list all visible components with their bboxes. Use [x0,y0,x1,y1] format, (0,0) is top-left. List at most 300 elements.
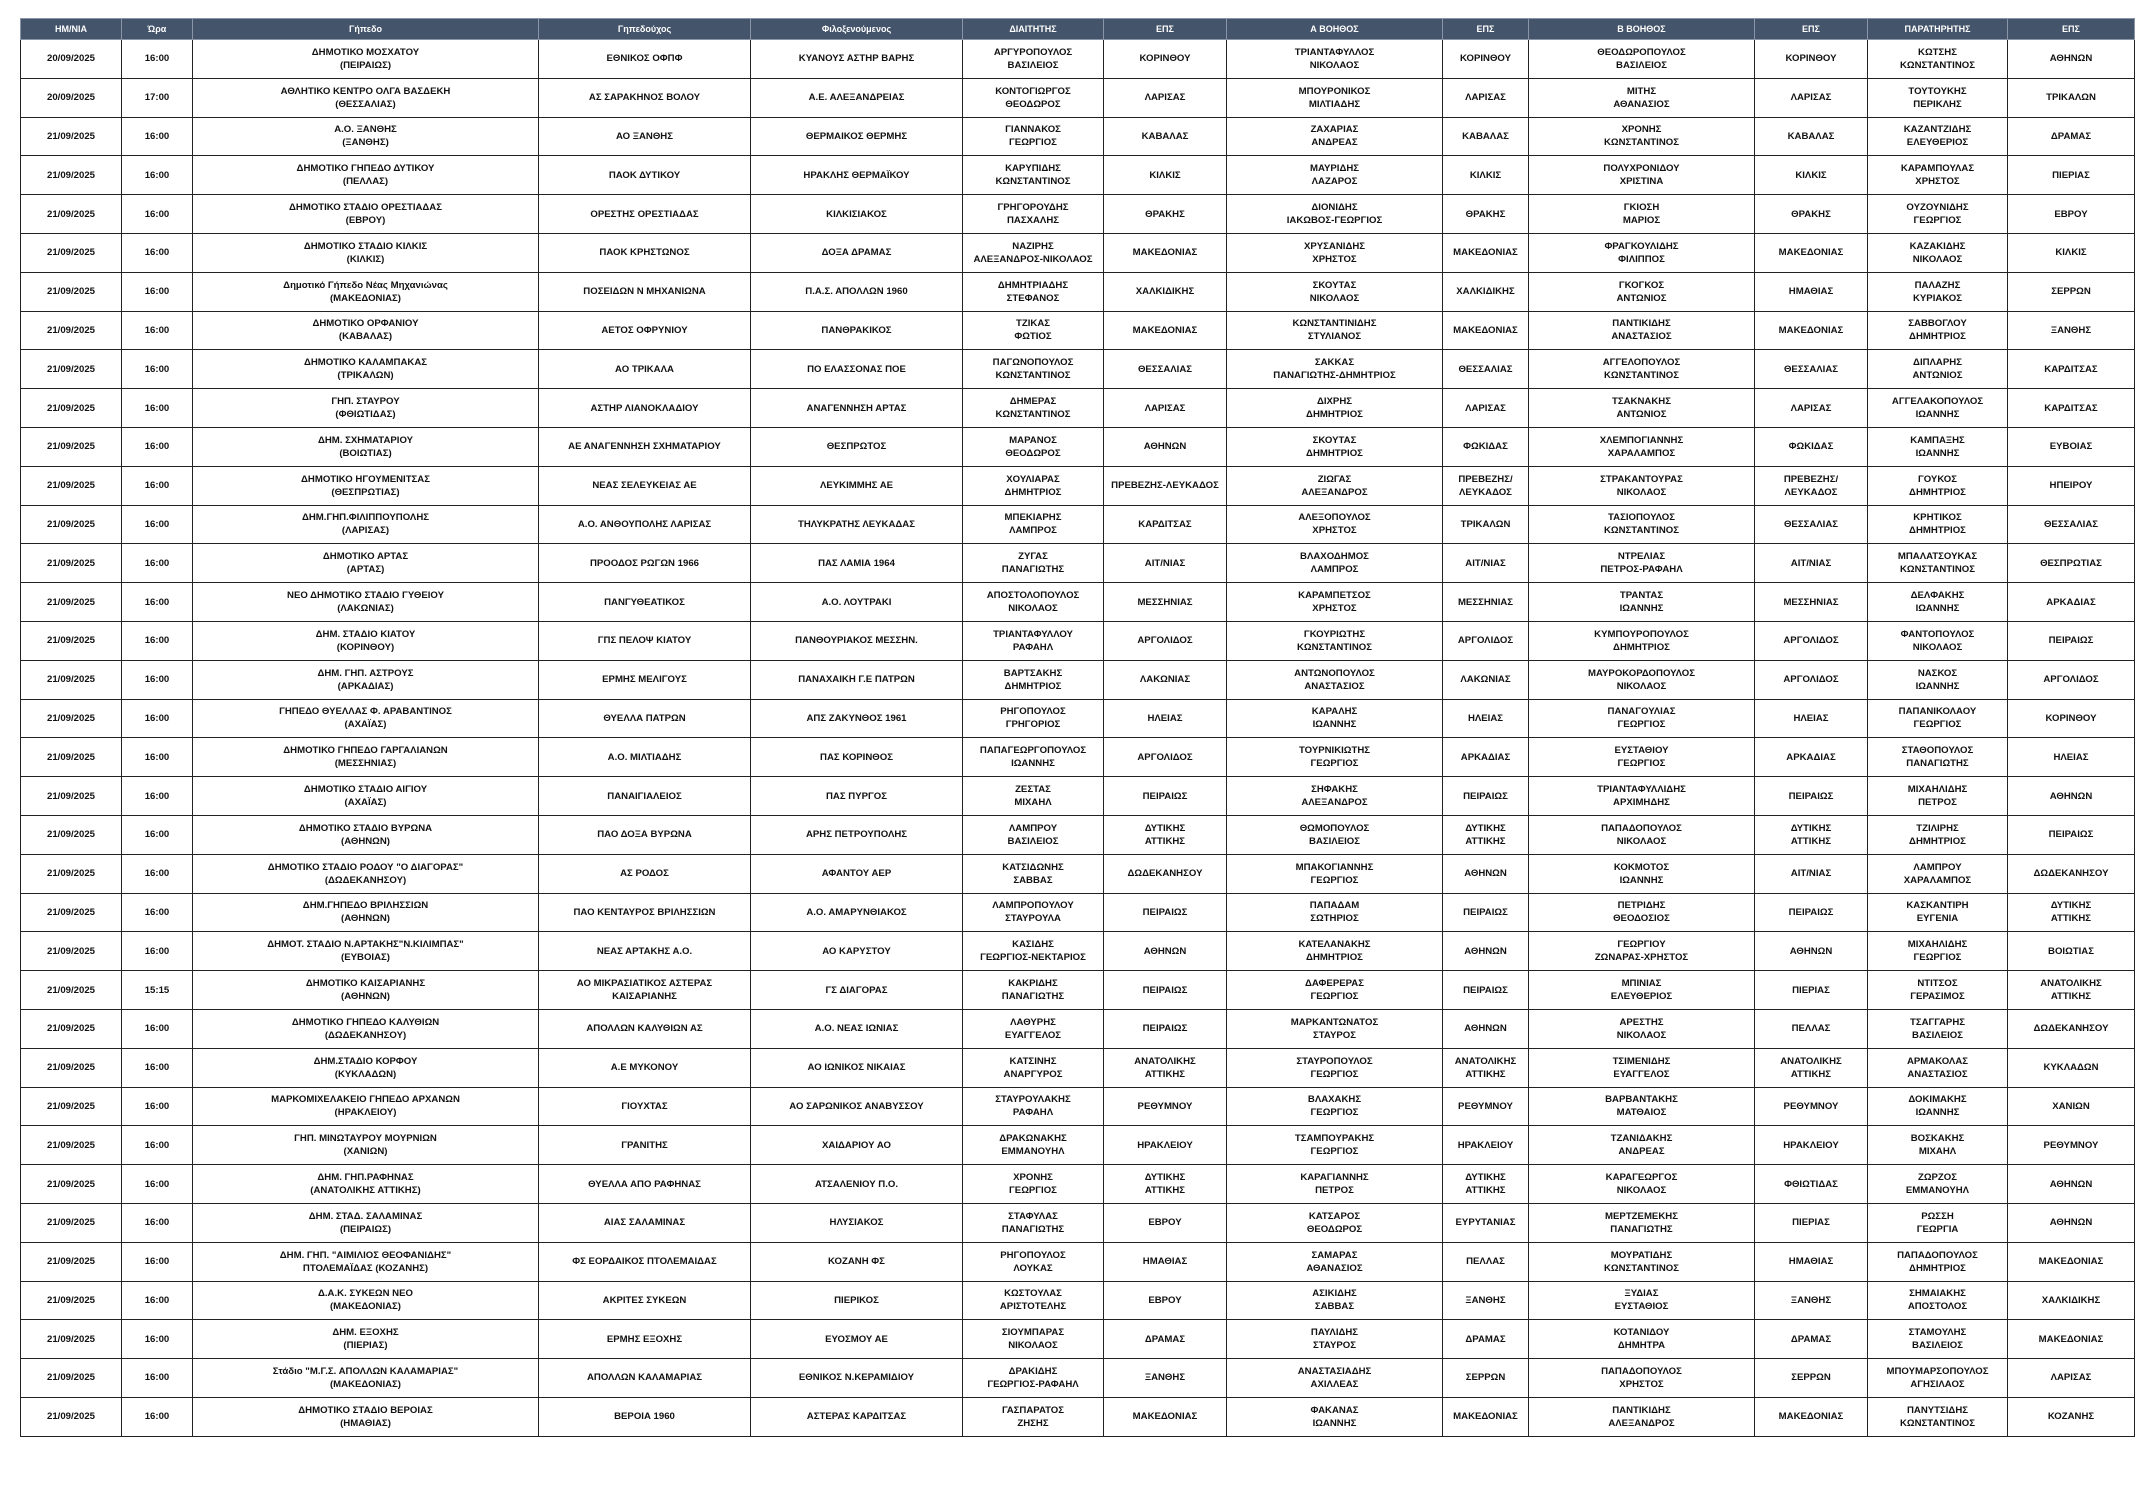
assistant-b-eps-cell: ΛΑΡΙΣΑΣ [1755,78,1868,117]
referee-cell: ΛΑΘΥΡΗΣ ΕΥΑΓΓΕΛΟΣ [963,1009,1104,1048]
observer-cell: ΝΤΙΤΣΟΣ ΓΕΡΑΣΙΜΟΣ [1868,971,2008,1010]
observer-eps-cell: ΑΝΑΤΟΛΙΚΗΣ ΑΤΤΙΚΗΣ [2008,971,2135,1010]
assistant-b-cell: ΠΑΝΑΓΟΥΛΙΑΣ ΓΕΩΡΓΙΟΣ [1529,699,1755,738]
referee-eps-cell: ΠΕΙΡΑΙΩΣ [1104,777,1227,816]
date-cell: 20/09/2025 [21,40,122,79]
stadium-cell: ΔΗΜΟΤΙΚΟ ΟΡΦΑΝΙΟΥ (ΚΑΒΑΛΑΣ) [193,311,539,350]
assistant-b-cell: ΚΑΡΑΓΕΩΡΓΟΣ ΝΙΚΟΛΑΟΣ [1529,1165,1755,1204]
assistant-b-cell: ΚΥΜΠΟΥΡΟΠΟΥΛΟΣ ΔΗΜΗΤΡΙΟΣ [1529,621,1755,660]
home-team-cell: ΕΘΝΙΚΟΣ ΟΦΠΦ [539,40,751,79]
stadium-cell: Α.Ο. ΞΑΝΘΗΣ (ΞΑΝΘΗΣ) [193,117,539,156]
home-team-cell: ΘΥΕΛΛΑ ΑΠΟ ΡΑΦΗΝΑΣ [539,1165,751,1204]
observer-cell: ΝΑΣΚΟΣ ΙΩΑΝΝΗΣ [1868,660,2008,699]
referee-cell: ΓΡΗΓΟΡΟΥΔΗΣ ΠΑΣΧΑΛΗΣ [963,195,1104,234]
assistant-b-cell: ΒΑΡΒΑΝΤΑΚΗΣ ΜΑΤΘΑΙΟΣ [1529,1087,1755,1126]
assistant-a-cell: ΦΑΚΑΝΑΣ ΙΩΑΝΝΗΣ [1227,1397,1443,1436]
assistant-b-cell: ΓΚΟΓΚΟΣ ΑΝΤΩΝΙΟΣ [1529,272,1755,311]
home-team-cell: ΑΕ ΑΝΑΓΕΝΝΗΣΗ ΣΧΗΜΑΤΑΡΙΟΥ [539,427,751,466]
referee-eps-cell: ΚΑΒΑΛΑΣ [1104,117,1227,156]
observer-eps-cell: ΣΕΡΡΩΝ [2008,272,2135,311]
table-row [21,738,2135,777]
assistant-b-cell: ΝΤΡΕΛΙΑΣ ΠΕΤΡΟΣ-ΡΑΦΑΗΛ [1529,544,1755,583]
stadium-cell: ΔΗΜΟΤΙΚΟ ΣΤΑΔΙΟ ΡΟΔΟΥ "Ο ΔΙΑΓΟΡΑΣ" (ΔΩΔΕΚΑΝΗΣΟΥ) [193,854,539,893]
referee-eps-cell: ΛΑΚΩΝΙΑΣ [1104,660,1227,699]
time-cell: 16:00 [122,466,193,505]
observer-eps-cell: ΚΥΚΛΑΔΩΝ [2008,1048,2135,1087]
home-team-cell: ΝΕΑΣ ΣΕΛΕΥΚΕΙΑΣ ΑΕ [539,466,751,505]
time-cell: 16:00 [122,1281,193,1320]
away-team-cell: ΤΗΛΥΚΡΑΤΗΣ ΛΕΥΚΑΔΑΣ [751,505,963,544]
assistant-a-eps-cell: ΤΡΙΚΑΛΩΝ [1443,505,1529,544]
table-row [21,466,2135,505]
col-away: Φιλοξενούμενος [751,19,963,40]
stadium-cell: ΔΗΜ.ΣΤΑΔΙΟ ΚΟΡΦΟΥ (ΚΥΚΛΑΔΩΝ) [193,1048,539,1087]
away-team-cell: ΑΡΗΣ ΠΕΤΡΟΥΠΟΛΗΣ [751,815,963,854]
col-home: Γηπεδούχος [539,19,751,40]
date-cell: 21/09/2025 [21,699,122,738]
assistant-b-eps-cell: ΚΙΛΚΙΣ [1755,156,1868,195]
observer-eps-cell: ΕΥΒΟΙΑΣ [2008,427,2135,466]
stadium-cell: Δ.Α.Κ. ΣΥΚΕΩΝ ΝΕΟ (ΜΑΚΕΔΟΝΙΑΣ) [193,1281,539,1320]
observer-cell: ΑΡΜΑΚΟΛΑΣ ΑΝΑΣΤΑΣΙΟΣ [1868,1048,2008,1087]
time-cell: 16:00 [122,1397,193,1436]
assistant-b-cell: ΠΑΠΑΔΟΠΟΥΛΟΣ ΝΙΚΟΛΑΟΣ [1529,815,1755,854]
home-team-cell: ΑΣ ΡΟΔΟΣ [539,854,751,893]
referee-cell: ΔΡΑΚΩΝΑΚΗΣ ΕΜΜΑΝΟΥΗΛ [963,1126,1104,1165]
observer-cell: ΔΙΠΛΑΡΗΣ ΑΝΤΩΝΙΟΣ [1868,350,2008,389]
assistant-b-cell: ΠΕΤΡΙΔΗΣ ΘΕΟΔΟΣΙΟΣ [1529,893,1755,932]
table-row [21,427,2135,466]
time-cell: 16:00 [122,583,193,622]
observer-cell: ΒΟΣΚΑΚΗΣ ΜΙΧΑΗΛ [1868,1126,2008,1165]
table-row [21,40,2135,79]
referee-eps-cell: ΔΩΔΕΚΑΝΗΣΟΥ [1104,854,1227,893]
time-cell: 16:00 [122,777,193,816]
referee-eps-cell: ΑΘΗΝΩΝ [1104,427,1227,466]
assistant-a-eps-cell: ΠΕΙΡΑΙΩΣ [1443,777,1529,816]
stadium-cell: ΔΗΜ. ΣΧΗΜΑΤΑΡΙΟΥ (ΒΟΙΩΤΙΑΣ) [193,427,539,466]
referee-eps-cell: ΗΛΕΙΑΣ [1104,699,1227,738]
time-cell: 16:00 [122,544,193,583]
assistant-a-cell: ΘΩΜΟΠΟΥΛΟΣ ΒΑΣΙΛΕΙΟΣ [1227,815,1443,854]
referee-cell: ΤΖΙΚΑΣ ΦΩΤΙΟΣ [963,311,1104,350]
date-cell: 21/09/2025 [21,583,122,622]
date-cell: 21/09/2025 [21,777,122,816]
table-row [21,660,2135,699]
referee-cell: ΚΑΚΡΙΔΗΣ ΠΑΝΑΓΙΩΤΗΣ [963,971,1104,1010]
observer-eps-cell: ΔΩΔΕΚΑΝΗΣΟΥ [2008,1009,2135,1048]
away-team-cell: ΕΥΟΣΜΟΥ ΑΕ [751,1320,963,1359]
observer-cell: ΜΠΟΥΜΑΡΣΟΠΟΥΛΟΣ ΑΓΗΣΙΛΑΟΣ [1868,1359,2008,1398]
referee-cell: ΚΑΣΙΔΗΣ ΓΕΩΡΓΙΟΣ-ΝΕΚΤΑΡΙΟΣ [963,932,1104,971]
date-cell: 21/09/2025 [21,505,122,544]
referee-eps-cell: ΚΟΡΙΝΘΟΥ [1104,40,1227,79]
away-team-cell: ΓΣ ΔΙΑΓΟΡΑΣ [751,971,963,1010]
referee-eps-cell: ΑΙΤ/ΝΙΑΣ [1104,544,1227,583]
assistant-a-eps-cell: ΑΙΤ/ΝΙΑΣ [1443,544,1529,583]
home-team-cell: Α.Ο. ΜΙΛΤΙΑΔΗΣ [539,738,751,777]
observer-cell: ΠΑΠΑΔΟΠΟΥΛΟΣ ΔΗΜΗΤΡΙΟΣ [1868,1242,2008,1281]
away-team-cell: ΘΕΡΜΑΙΚΟΣ ΘΕΡΜΗΣ [751,117,963,156]
date-cell: 21/09/2025 [21,1203,122,1242]
home-team-cell: ΠΟΣΕΙΔΩΝ Ν ΜΗΧΑΝΙΩΝΑ [539,272,751,311]
assistant-b-cell: ΣΤΡΑΚΑΝΤΟΥΡΑΣ ΝΙΚΟΛΑΟΣ [1529,466,1755,505]
home-team-cell: ΑΟ ΞΑΝΘΗΣ [539,117,751,156]
table-row [21,350,2135,389]
stadium-cell: ΓΗΠΕΔΟ ΘΥΕΛΛΑΣ Φ. ΑΡΑΒΑΝΤΙΝΟΣ (ΑΧΑΪΑΣ) [193,699,539,738]
date-cell: 21/09/2025 [21,117,122,156]
observer-cell: ΠΑΝΥΤΣΙΔΗΣ ΚΩΝΣΤΑΝΤΙΝΟΣ [1868,1397,2008,1436]
observer-eps-cell: ΛΑΡΙΣΑΣ [2008,1359,2135,1398]
assistant-a-cell: ΠΑΠΑΔΑΜ ΣΩΤΗΡΙΟΣ [1227,893,1443,932]
observer-cell: ΣΤΑΜΟΥΛΗΣ ΒΑΣΙΛΕΙΟΣ [1868,1320,2008,1359]
time-cell: 16:00 [122,893,193,932]
referee-cell: ΔΡΑΚΙΔΗΣ ΓΕΩΡΓΙΟΣ-ΡΑΦΑΗΛ [963,1359,1104,1398]
away-team-cell: ΑΠΣ ΖΑΚΥΝΘΟΣ 1961 [751,699,963,738]
stadium-cell: ΔΗΜΟΤΙΚΟ ΣΤΑΔΙΟ ΚΙΛΚΙΣ (ΚΙΛΚΙΣ) [193,233,539,272]
referee-cell: ΣΤΑΥΡΟΥΛΑΚΗΣ ΡΑΦΑΗΛ [963,1087,1104,1126]
time-cell: 16:00 [122,660,193,699]
observer-cell: ΔΟΚΙΜΑΚΗΣ ΙΩΑΝΝΗΣ [1868,1087,2008,1126]
stadium-cell: ΝΕΟ ΔΗΜΟΤΙΚΟ ΣΤΑΔΙΟ ΓΥΘΕΙΟΥ (ΛΑΚΩΝΙΑΣ) [193,583,539,622]
home-team-cell: ΑΣ ΣΑΡΑΚΗΝΟΣ ΒΟΛΟΥ [539,78,751,117]
assistant-a-eps-cell: ΘΡΑΚΗΣ [1443,195,1529,234]
assistant-a-eps-cell: ΡΕΘΥΜΝΟΥ [1443,1087,1529,1126]
stadium-cell: ΔΗΜΟΤΙΚΟ ΣΤΑΔΙΟ ΟΡΕΣΤΙΑΔΑΣ (ΕΒΡΟΥ) [193,195,539,234]
assistant-b-cell: ΠΟΛΥΧΡΟΝΙΔΟΥ ΧΡΙΣΤΙΝΑ [1529,156,1755,195]
table-row [21,777,2135,816]
assistant-b-cell: ΤΡΑΝΤΑΣ ΙΩΑΝΝΗΣ [1529,583,1755,622]
referee-cell: ΧΟΥΛΙΑΡΑΣ ΔΗΜΗΤΡΙΟΣ [963,466,1104,505]
table-row [21,1359,2135,1398]
time-cell: 16:00 [122,389,193,428]
observer-cell: ΚΑΣΚΑΝΤΙΡΗ ΕΥΓΕΝΙΑ [1868,893,2008,932]
assistant-a-eps-cell: ΗΡΑΚΛΕΙΟΥ [1443,1126,1529,1165]
observer-eps-cell: ΑΘΗΝΩΝ [2008,1165,2135,1204]
assistant-a-cell: ΧΡΥΣΑΝΙΔΗΣ ΧΡΗΣΤΟΣ [1227,233,1443,272]
assistant-a-eps-cell: ΔΥΤΙΚΗΣ ΑΤΤΙΚΗΣ [1443,815,1529,854]
away-team-cell: Π.Α.Σ. ΑΠΟΛΛΩΝ 1960 [751,272,963,311]
away-team-cell: ΚΥΑΝΟΥΣ ΑΣΤΗΡ ΒΑΡΗΣ [751,40,963,79]
referee-cell: ΚΑΤΣΙΝΗΣ ΑΝΑΡΓΥΡΟΣ [963,1048,1104,1087]
away-team-cell: ΗΛΥΣΙΑΚΟΣ [751,1203,963,1242]
referee-eps-cell: ΛΑΡΙΣΑΣ [1104,78,1227,117]
date-cell: 21/09/2025 [21,466,122,505]
assistant-a-eps-cell: ΑΘΗΝΩΝ [1443,854,1529,893]
observer-eps-cell: ΧΑΛΚΙΔΙΚΗΣ [2008,1281,2135,1320]
observer-eps-cell: ΠΕΙΡΑΙΩΣ [2008,621,2135,660]
table-row [21,117,2135,156]
assistant-b-eps-cell: ΔΥΤΙΚΗΣ ΑΤΤΙΚΗΣ [1755,815,1868,854]
observer-cell: ΓΟΥΚΟΣ ΔΗΜΗΤΡΙΟΣ [1868,466,2008,505]
assistant-b-cell: ΚΟΚΜΟΤΟΣ ΙΩΑΝΝΗΣ [1529,854,1755,893]
stadium-cell: ΔΗΜΟΤΙΚΟ ΓΗΠΕΔΟ ΓΑΡΓΑΛΙΑΝΩΝ (ΜΕΣΣΗΝΙΑΣ) [193,738,539,777]
assistant-a-cell: ΔΙΟΝΙΔΗΣ ΙΑΚΩΒΟΣ-ΓΕΩΡΓΙΟΣ [1227,195,1443,234]
assistant-b-cell: ΓΕΩΡΓΙΟΥ ΖΩΝΑΡΑΣ-ΧΡΗΣΤΟΣ [1529,932,1755,971]
assistant-b-cell: ΞΥΔΙΑΣ ΕΥΣΤΑΘΙΟΣ [1529,1281,1755,1320]
assistant-a-cell: ΚΑΡΑΓΙΑΝΝΗΣ ΠΕΤΡΟΣ [1227,1165,1443,1204]
referee-eps-cell: ΧΑΛΚΙΔΙΚΗΣ [1104,272,1227,311]
table-row [21,389,2135,428]
date-cell: 21/09/2025 [21,233,122,272]
observer-eps-cell: ΚΟΖΑΝΗΣ [2008,1397,2135,1436]
observer-eps-cell: ΔΡΑΜΑΣ [2008,117,2135,156]
home-team-cell: ΝΕΑΣ ΑΡΤΑΚΗΣ Α.Ο. [539,932,751,971]
assistant-b-cell: ΑΓΓΕΛΟΠΟΥΛΟΣ ΚΩΝΣΤΑΝΤΙΝΟΣ [1529,350,1755,389]
referee-eps-cell: ΑΘΗΝΩΝ [1104,932,1227,971]
referee-cell: ΛΑΜΠΡΟΥ ΒΑΣΙΛΕΙΟΣ [963,815,1104,854]
home-team-cell: ΕΡΜΗΣ ΜΕΛΙΓΟΥΣ [539,660,751,699]
stadium-cell: ΔΗΜ. ΓΗΠ. "ΑΙΜΙΛΙΟΣ ΘΕΟΦΑΝΙΔΗΣ" ΠΤΟΛΕΜΑΪΔΑΣ (ΚΟΖΑΝΗΣ) [193,1242,539,1281]
referee-cell: ΤΡΙΑΝΤΑΦΥΛΛΟΥ ΡΑΦΑΗΛ [963,621,1104,660]
assistant-b-cell: ΜΟΥΡΑΤΙΔΗΣ ΚΩΝΣΤΑΝΤΙΝΟΣ [1529,1242,1755,1281]
col-observer-eps: ΕΠΣ [2008,19,2135,40]
referee-cell: ΖΕΣΤΑΣ ΜΙΧΑΗΛ [963,777,1104,816]
assistant-b-cell: ΤΣΑΚΝΑΚΗΣ ΑΝΤΩΝΙΟΣ [1529,389,1755,428]
home-team-cell: ΘΥΕΛΛΑ ΠΑΤΡΩΝ [539,699,751,738]
assistant-a-cell: ΜΠΟΥΡΟΝΙΚΟΣ ΜΙΛΤΙΑΔΗΣ [1227,78,1443,117]
observer-cell: ΚΑΜΠΑΞΗΣ ΙΩΑΝΝΗΣ [1868,427,2008,466]
assistant-a-eps-cell: ΛΑΡΙΣΑΣ [1443,78,1529,117]
referee-cell: ΚΑΡΥΠΙΔΗΣ ΚΩΝΣΤΑΝΤΙΝΟΣ [963,156,1104,195]
col-assistant-b-eps: ΕΠΣ [1755,19,1868,40]
time-cell: 16:00 [122,117,193,156]
observer-cell: ΠΑΠΑΝΙΚΟΛΑΟΥ ΓΕΩΡΓΙΟΣ [1868,699,2008,738]
observer-eps-cell: ΤΡΙΚΑΛΩΝ [2008,78,2135,117]
assistant-b-eps-cell: ΑΘΗΝΩΝ [1755,932,1868,971]
assistant-a-cell: ΖΙΩΓΑΣ ΑΛΕΞΑΝΔΡΟΣ [1227,466,1443,505]
observer-cell: ΣΑΒΒΟΓΛΟΥ ΔΗΜΗΤΡΙΟΣ [1868,311,2008,350]
date-cell: 21/09/2025 [21,1320,122,1359]
table-row [21,893,2135,932]
table-row [21,1048,2135,1087]
schedule-sheet [20,18,2134,1437]
referee-cell: ΚΩΣΤΟΥΛΑΣ ΑΡΙΣΤΟΤΕΛΗΣ [963,1281,1104,1320]
assistant-a-cell: ΜΑΡΚΑΝΤΩΝΑΤΟΣ ΣΤΑΥΡΟΣ [1227,1009,1443,1048]
stadium-cell: ΓΗΠ. ΣΤΑΥΡΟΥ (ΦΘΙΩΤΙΔΑΣ) [193,389,539,428]
time-cell: 16:00 [122,427,193,466]
referee-cell: ΧΡΟΝΗΣ ΓΕΩΡΓΙΟΣ [963,1165,1104,1204]
date-cell: 21/09/2025 [21,350,122,389]
observer-eps-cell: ΑΡΓΟΛΙΔΟΣ [2008,660,2135,699]
stadium-cell: ΔΗΜΟΤΙΚΟ ΚΑΙΣΑΡΙΑΝΗΣ (ΑΘΗΝΩΝ) [193,971,539,1010]
assistant-b-eps-cell: ΗΡΑΚΛΕΙΟΥ [1755,1126,1868,1165]
away-team-cell: ΑΟ ΚΑΡΥΣΤΟΥ [751,932,963,971]
assistant-b-eps-cell: ΠΕΛΛΑΣ [1755,1009,1868,1048]
referee-cell: ΑΡΓΥΡΟΠΟΥΛΟΣ ΒΑΣΙΛΕΙΟΣ [963,40,1104,79]
observer-cell: ΚΡΗΤΙΚΟΣ ΔΗΜΗΤΡΙΟΣ [1868,505,2008,544]
referee-cell: ΓΑΣΠΑΡΑΤΟΣ ΖΗΣΗΣ [963,1397,1104,1436]
home-team-cell: ΓΠΣ ΠΕΛΟΨ ΚΙΑΤΟΥ [539,621,751,660]
table-row [21,1165,2135,1204]
away-team-cell: Α.Ο. ΝΕΑΣ ΙΩΝΙΑΣ [751,1009,963,1048]
stadium-cell: ΔΗΜΟΤ. ΣΤΑΔΙΟ Ν.ΑΡΤΑΚΗΣ"Ν.ΚΙΛΙΜΠΑΣ" (ΕΥΒΟΙΑΣ) [193,932,539,971]
assistant-b-cell: ΤΖΑΝΙΔΑΚΗΣ ΑΝΔΡΕΑΣ [1529,1126,1755,1165]
time-cell: 16:00 [122,40,193,79]
time-cell: 16:00 [122,932,193,971]
observer-cell: ΟΥΖΟΥΝΙΔΗΣ ΓΕΩΡΓΙΟΣ [1868,195,2008,234]
observer-eps-cell: ΘΕΣΣΑΛΙΑΣ [2008,505,2135,544]
referee-cell: ΡΗΓΟΠΟΥΛΟΣ ΓΡΗΓΟΡΙΟΣ [963,699,1104,738]
table-row [21,311,2135,350]
assistant-b-eps-cell: ΣΕΡΡΩΝ [1755,1359,1868,1398]
assistant-b-cell: ΠΑΠΑΔΟΠΟΥΛΟΣ ΧΡΗΣΤΟΣ [1529,1359,1755,1398]
observer-eps-cell: ΑΘΗΝΩΝ [2008,40,2135,79]
table-row [21,971,2135,1010]
away-team-cell: ΑΟ ΙΩΝΙΚΟΣ ΝΙΚΑΙΑΣ [751,1048,963,1087]
referee-cell: ΒΑΡΤΣΑΚΗΣ ΔΗΜΗΤΡΙΟΣ [963,660,1104,699]
observer-eps-cell: ΑΘΗΝΩΝ [2008,777,2135,816]
home-team-cell: ΠΑΟΚ ΚΡΗΣΤΩΝΟΣ [539,233,751,272]
assistant-a-cell: ΜΑΥΡΙΔΗΣ ΛΑΖΑΡΟΣ [1227,156,1443,195]
stadium-cell: ΔΗΜ. ΓΗΠ. ΑΣΤΡΟΥΣ (ΑΡΚΑΔΙΑΣ) [193,660,539,699]
away-team-cell: ΠΟ ΕΛΑΣΣΟΝΑΣ ΠΟΕ [751,350,963,389]
away-team-cell: Α.Ο. ΑΜΑΡΥΝΘΙΑΚΟΣ [751,893,963,932]
assistant-a-cell: ΖΑΧΑΡΙΑΣ ΑΝΔΡΕΑΣ [1227,117,1443,156]
assistant-a-eps-cell: ΜΑΚΕΔΟΝΙΑΣ [1443,233,1529,272]
assistant-b-cell: ΕΥΣΤΑΘΙΟΥ ΓΕΩΡΓΙΟΣ [1529,738,1755,777]
stadium-cell: ΓΗΠ. ΜΙΝΩΤΑΥΡΟΥ ΜΟΥΡΝΙΩΝ (ΧΑΝΙΩΝ) [193,1126,539,1165]
time-cell: 16:00 [122,156,193,195]
assistant-a-eps-cell: ΑΡΚΑΔΙΑΣ [1443,738,1529,777]
referee-cell: ΓΙΑΝΝΑΚΟΣ ΓΕΩΡΓΙΟΣ [963,117,1104,156]
referee-eps-cell: ΘΕΣΣΑΛΙΑΣ [1104,350,1227,389]
assistant-a-eps-cell: ΔΡΑΜΑΣ [1443,1320,1529,1359]
home-team-cell: Α.Ε ΜΥΚΟΝΟΥ [539,1048,751,1087]
referee-cell: ΛΑΜΠΡΟΠΟΥΛΟΥ ΣΤΑΥΡΟΥΛΑ [963,893,1104,932]
referee-cell: ΡΗΓΟΠΟΥΛΟΣ ΛΟΥΚΑΣ [963,1242,1104,1281]
stadium-cell: ΔΗΜ.ΓΗΠ.ΦΙΛΙΠΠΟΥΠΟΛΗΣ (ΛΑΡΙΣΑΣ) [193,505,539,544]
date-cell: 21/09/2025 [21,311,122,350]
observer-cell: ΣΤΑΘΟΠΟΥΛΟΣ ΠΑΝΑΓΙΩΤΗΣ [1868,738,2008,777]
observer-cell: ΤΣΑΓΓΑΡΗΣ ΒΑΣΙΛΕΙΟΣ [1868,1009,2008,1048]
stadium-cell: ΔΗΜΟΤΙΚΟ ΣΤΑΔΙΟ ΑΙΓΙΟΥ (ΑΧΑΪΑΣ) [193,777,539,816]
assistant-b-eps-cell: ΑΡΓΟΛΙΔΟΣ [1755,621,1868,660]
home-team-cell: ΟΡΕΣΤΗΣ ΟΡΕΣΤΙΑΔΑΣ [539,195,751,234]
assistant-b-eps-cell: ΚΟΡΙΝΘΟΥ [1755,40,1868,79]
date-cell: 21/09/2025 [21,272,122,311]
date-cell: 21/09/2025 [21,815,122,854]
table-row [21,195,2135,234]
date-cell: 21/09/2025 [21,621,122,660]
time-cell: 16:00 [122,1242,193,1281]
assistant-b-eps-cell: ΛΑΡΙΣΑΣ [1755,389,1868,428]
date-cell: 21/09/2025 [21,660,122,699]
table-row [21,1320,2135,1359]
observer-cell: ΚΑΖΑΝΤΖΙΔΗΣ ΕΛΕΥΘΕΡΙΟΣ [1868,117,2008,156]
stadium-cell: ΔΗΜ. ΣΤΑΔ. ΣΑΛΑΜΙΝΑΣ (ΠΕΙΡΑΙΩΣ) [193,1203,539,1242]
assistant-a-eps-cell: ΜΕΣΣΗΝΙΑΣ [1443,583,1529,622]
assistant-a-eps-cell: ΛΑΡΙΣΑΣ [1443,389,1529,428]
stadium-cell: ΔΗΜΟΤΙΚΟ ΓΗΠΕΔΟ ΔΥΤΙΚΟΥ (ΠΕΛΛΑΣ) [193,156,539,195]
table-body [21,40,2135,1437]
away-team-cell: ΔΟΞΑ ΔΡΑΜΑΣ [751,233,963,272]
away-team-cell: ΗΡΑΚΛΗΣ ΘΕΡΜΑΪΚΟΥ [751,156,963,195]
observer-cell: ΜΙΧΑΗΛΙΔΗΣ ΓΕΩΡΓΙΟΣ [1868,932,2008,971]
home-team-cell: ΠΑΟ ΔΟΞΑ ΒΥΡΩΝΑ [539,815,751,854]
observer-eps-cell: ΑΘΗΝΩΝ [2008,1203,2135,1242]
assistant-a-cell: ΣΚΟΥΤΑΣ ΔΗΜΗΤΡΙΟΣ [1227,427,1443,466]
observer-eps-cell: ΚΑΡΔΙΤΣΑΣ [2008,350,2135,389]
away-team-cell: ΧΑΙΔΑΡΙΟΥ ΑΟ [751,1126,963,1165]
stadium-cell: ΔΗΜΟΤΙΚΟ ΑΡΤΑΣ (ΑΡΤΑΣ) [193,544,539,583]
table-row [21,78,2135,117]
col-date: ΗΜ/ΝΙΑ [21,19,122,40]
stadium-cell: Δημοτικό Γήπεδο Νέας Μηχανιώνας (ΜΑΚΕΔΟΝΙΑΣ) [193,272,539,311]
assistant-b-cell: ΜΠΙΝΙΑΣ ΕΛΕΥΘΕΡΙΟΣ [1529,971,1755,1010]
assistant-b-eps-cell: ΘΕΣΣΑΛΙΑΣ [1755,505,1868,544]
observer-eps-cell: ΔΩΔΕΚΑΝΗΣΟΥ [2008,854,2135,893]
table-row [21,1242,2135,1281]
assistant-a-eps-cell: ΗΛΕΙΑΣ [1443,699,1529,738]
assistant-a-eps-cell: ΑΘΗΝΩΝ [1443,932,1529,971]
home-team-cell: ΕΡΜΗΣ ΕΞΟΧΗΣ [539,1320,751,1359]
assistant-a-cell: ΑΣΙΚΙΔΗΣ ΣΑΒΒΑΣ [1227,1281,1443,1320]
referee-eps-cell: ΜΕΣΣΗΝΙΑΣ [1104,583,1227,622]
time-cell: 16:00 [122,233,193,272]
assistant-b-eps-cell: ΜΑΚΕΔΟΝΙΑΣ [1755,311,1868,350]
observer-eps-cell: ΗΠΕΙΡΟΥ [2008,466,2135,505]
stadium-cell: ΔΗΜ. ΣΤΑΔΙΟ ΚΙΑΤΟΥ (ΚΟΡΙΝΘΟΥ) [193,621,539,660]
assistant-b-eps-cell: ΠΙΕΡΙΑΣ [1755,1203,1868,1242]
referee-eps-cell: ΡΕΘΥΜΝΟΥ [1104,1087,1227,1126]
time-cell: 16:00 [122,350,193,389]
assistant-a-eps-cell: ΣΕΡΡΩΝ [1443,1359,1529,1398]
assistant-a-cell: ΤΣΑΜΠΟΥΡΑΚΗΣ ΓΕΩΡΓΙΟΣ [1227,1126,1443,1165]
assistant-a-cell: ΚΑΡΑΜΠΕΤΣΟΣ ΧΡΗΣΤΟΣ [1227,583,1443,622]
observer-eps-cell: ΜΑΚΕΔΟΝΙΑΣ [2008,1242,2135,1281]
time-cell: 16:00 [122,1359,193,1398]
col-referee: ΔΙΑΙΤΗΤΗΣ [963,19,1104,40]
observer-cell: ΑΓΓΕΛΑΚΟΠΟΥΛΟΣ ΙΩΑΝΝΗΣ [1868,389,2008,428]
assistant-b-eps-cell: ΘΡΑΚΗΣ [1755,195,1868,234]
date-cell: 20/09/2025 [21,78,122,117]
col-assistant-a-eps: ΕΠΣ [1443,19,1529,40]
assistant-b-cell: ΧΛΕΜΠΟΓΙΑΝΝΗΣ ΧΑΡΑΛΑΜΠΟΣ [1529,427,1755,466]
assistant-b-cell: ΦΡΑΓΚΟΥΛΙΔΗΣ ΦΙΛΙΠΠΟΣ [1529,233,1755,272]
assistant-b-eps-cell: ΡΕΘΥΜΝΟΥ [1755,1087,1868,1126]
assistant-b-eps-cell: ΜΑΚΕΔΟΝΙΑΣ [1755,233,1868,272]
stadium-cell: ΔΗΜΟΤΙΚΟ ΣΤΑΔΙΟ ΒΥΡΩΝΑ (ΑΘΗΝΩΝ) [193,815,539,854]
date-cell: 21/09/2025 [21,195,122,234]
observer-eps-cell: ΕΒΡΟΥ [2008,195,2135,234]
stadium-cell: ΔΗΜ. ΓΗΠ.ΡΑΦΗΝΑΣ (ΑΝΑΤΟΛΙΚΗΣ ΑΤΤΙΚΗΣ) [193,1165,539,1204]
table-row [21,1203,2135,1242]
date-cell: 21/09/2025 [21,1048,122,1087]
assistant-b-eps-cell: ΔΡΑΜΑΣ [1755,1320,1868,1359]
assistant-a-cell: ΒΛΑΧΟΔΗΜΟΣ ΛΑΜΠΡΟΣ [1227,544,1443,583]
referee-eps-cell: ΗΡΑΚΛΕΙΟΥ [1104,1126,1227,1165]
assistant-b-cell: ΤΑΣΙΟΠΟΥΛΟΣ ΚΩΝΣΤΑΝΤΙΝΟΣ [1529,505,1755,544]
assistant-a-eps-cell: ΧΑΛΚΙΔΙΚΗΣ [1443,272,1529,311]
referee-eps-cell: ΜΑΚΕΔΟΝΙΑΣ [1104,1397,1227,1436]
table-row [21,1397,2135,1436]
observer-eps-cell: ΚΑΡΔΙΤΣΑΣ [2008,389,2135,428]
assistant-b-eps-cell: ΞΑΝΘΗΣ [1755,1281,1868,1320]
referee-eps-cell: ΑΡΓΟΛΙΔΟΣ [1104,621,1227,660]
col-assistant-b: Β ΒΟΗΘΟΣ [1529,19,1755,40]
away-team-cell: ΠΑΣ ΠΥΡΓΟΣ [751,777,963,816]
observer-cell: ΜΠΑΛΑΤΣΟΥΚΑΣ ΚΩΝΣΤΑΝΤΙΝΟΣ [1868,544,2008,583]
table-row [21,932,2135,971]
assistant-a-eps-cell: ΜΑΚΕΔΟΝΙΑΣ [1443,1397,1529,1436]
date-cell: 21/09/2025 [21,1087,122,1126]
away-team-cell: ΠΑΣ ΚΟΡΙΝΘΟΣ [751,738,963,777]
observer-cell: ΠΑΛΑΖΗΣ ΚΥΡΙΑΚΟΣ [1868,272,2008,311]
assistant-a-eps-cell: ΔΥΤΙΚΗΣ ΑΤΤΙΚΗΣ [1443,1165,1529,1204]
assistant-a-eps-cell: ΠΕΙΡΑΙΩΣ [1443,971,1529,1010]
assistant-a-eps-cell: ΦΩΚΙΔΑΣ [1443,427,1529,466]
